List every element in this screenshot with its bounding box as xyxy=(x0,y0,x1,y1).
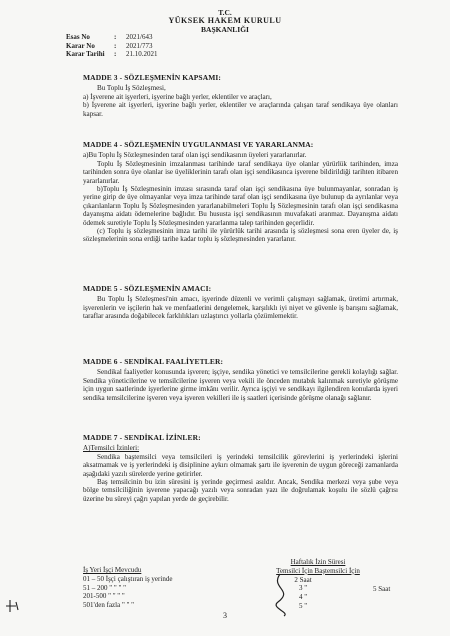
article-6-body: Sendikal faaliyetler konusunda işveren; işçiye, sendika yönetici ve temsilcilerine gerekli kolaylığı sağlar. Sendika yöneticilerine ve temsilcilerine işveren veya vekili ile önceden mutabık kalınmak suretiyle görüşme için uygun saatlerinde işyerlerine girme imkânı verilir. Ayrıca işçiyi ve sendikayı ilgilendiren konularda işyeri sendika temsilcilerine işveren veya işveren vekilleri ile iş saatleri içerisinde görüşme olanağı sağlanır. xyxy=(83,368,398,402)
article-4-item-b: b)Toplu İş Sözleşmesinin imzası sırasında taraf olan işçi sendikasına üye bulunmayanlar, sonradan iş yerine girip de üye olmayanlar veya imza tarihinde taraf olan işçi sendikasına üye bulunup da ayrılanlar veya çıkarılanların Toplu İş Sözleşmesinden yararlanabilmeleri Toplu İş Sözleşmesinin tarafı olan işçi sendikasına dayanışma aidatı ödemelerine bağlıdır. Bu hususta işçi sendikasının muvafakati aranmaz. Dayanışma aidatı ödemek suretiyle Toplu İş Sözleşmesinden yararlanma talep tarihinden geçerlidir. xyxy=(83,185,398,227)
article-4-item-a: a)Bu Toplu İş Sözleşmesinden taraf olan işçi sendikasının üyeleri yararlanırlar. xyxy=(83,151,307,160)
right-extra-value: 5 Saat xyxy=(373,585,391,593)
right-row: 3 " xyxy=(298,584,308,593)
meta-key: Karar No xyxy=(66,41,95,50)
left-row: 51 – 200 " " " " xyxy=(83,583,126,592)
meta-row: Karar No : 2021/773 xyxy=(66,41,153,50)
article-3-item-a: a) İşverene ait işyerleri, işyerine bağlı yerler, eklentiler ve araçları, xyxy=(83,92,272,101)
article-4-para-1: Toplu İş Sözleşmesinin imzalanması tarihinde taraf sendikaya üye olanlar yürürlük tarihinden, imza tarihinden sonra üye olanlar ise üyeliklerinin tarafı olan işçi sendikasınca işverene bildirildiği tarihten itibaren yararlanırlar. xyxy=(83,159,398,185)
page-number: 3 xyxy=(223,611,227,620)
right-row: 5 " xyxy=(298,601,308,610)
meta-value: 21.10.2021 xyxy=(126,50,158,59)
article-7-para-2: Baş temsilcinin bu izin süresini iş yerinde geçirmesi asıldır. Ancak, Sendika merkezi veya şube veya bölge temsilciliğinin işverene yapacağı yazılı veya sonradan yazı ile doğrulamak koşulu ile sözlü çağrısı üzerine bu süreyi çağrı yapılan yerde de geçirebilir. xyxy=(83,478,398,503)
left-column-header: İş Yeri İşçi Mevcudu xyxy=(83,566,142,574)
meta-value: 2021/773 xyxy=(126,41,153,50)
article-5 xyxy=(83,285,398,321)
article-5-body: Bu Toplu İş Sözleşmesi'nin amacı, işyerinde düzenli ve verimli çalışmayı sağlamak, üretimi artırmak, işverenlerin ve işçilerin hak ve menfaatlerini dengelemek, karşılıklı iyi niyet ve güvenle iş barışını sağlamak, taraflar arasında doğabilecek farklılıkları uzlaştırıcı yollarla çözümlemektir. xyxy=(83,295,398,321)
article-3-intro: Bu Toplu İş Sözleşmesi, xyxy=(97,84,166,93)
meta-value: 2021/643 xyxy=(126,33,153,41)
article-3-item-b: b) İşverene ait işyerleri, işyerine bağlı yerler, eklentiler ve araçlarında çalışan taraf sendikaya üye olanları kapsar. xyxy=(83,101,398,118)
article-4-heading: MADDE 4 - SÖZLEŞMENİN UYGULANMASI VE YARARLANMA: xyxy=(83,140,314,149)
right-row: 4 " xyxy=(298,593,308,602)
article-4-item-c: (c) Toplu iş sözleşmesinin imza tarihi ile yürürlük tarihi arasında iş sözleşmesi sona eren üyeler de, iş sözleşmelerinin sona erdiği tarihe kadar toplu iş sözleşmesinden yararlanır. xyxy=(83,227,398,244)
article-3-heading: MADDE 3 - SÖZLEŞMENİN KAPSAMI: xyxy=(83,73,222,82)
right-column-header-1: Haftalık İzin Süresi xyxy=(290,558,346,566)
leave-table-left xyxy=(83,566,243,610)
meta-key: Karar Tarihi xyxy=(66,50,105,59)
meta-key: Esas No xyxy=(66,33,90,41)
right-column-header-2: Temsilci İçin Baştemsilci İçin xyxy=(276,566,360,575)
header-office: BAŞKANLIĞI xyxy=(201,25,249,34)
header-tc: T.C. xyxy=(218,8,232,17)
article-3 xyxy=(83,74,398,118)
right-row: 2 Saat xyxy=(294,575,312,584)
left-row: 501'den fazla " " " xyxy=(83,601,135,610)
article-7 xyxy=(83,434,398,503)
article-7-heading: MADDE 7 - SENDİKAL İZİNLER: xyxy=(83,433,201,442)
signature-mark xyxy=(250,568,310,618)
article-7-para-1: Sendika baştemsilci veya temsilcileri iş yerindeki temsilcilik görevlerini iş yerlerindeki işlerini aksatmamak ve iş yerlerindeki iş disiplinine aykırı olmamak şartı ile işverenin de uygun göreceği zamanlarda aşağıdaki yazılı sürelerde yerine getirirler. xyxy=(83,452,398,478)
article-7-subheading: A)Temsilci İzinleri: xyxy=(83,444,140,453)
article-6 xyxy=(83,358,398,402)
meta-row: Esas No : 2021/643 xyxy=(66,33,153,41)
article-4 xyxy=(83,141,398,244)
meta-row: Karar Tarihi : 21.10.2021 xyxy=(66,50,158,59)
article-5-heading: MADDE 5 - SÖZLEŞMENİN AMACI: xyxy=(83,284,212,293)
left-row: 201-500 " " " " xyxy=(83,592,125,601)
left-row: 01 – 50 İşçi çalıştıran iş yerinde xyxy=(83,574,173,583)
article-6-heading: MADDE 6 - SENDİKAL FAALİYETLER: xyxy=(83,357,224,366)
header-institution: YÜKSEK HAKEM KURULU xyxy=(168,16,282,25)
case-meta xyxy=(66,33,266,59)
